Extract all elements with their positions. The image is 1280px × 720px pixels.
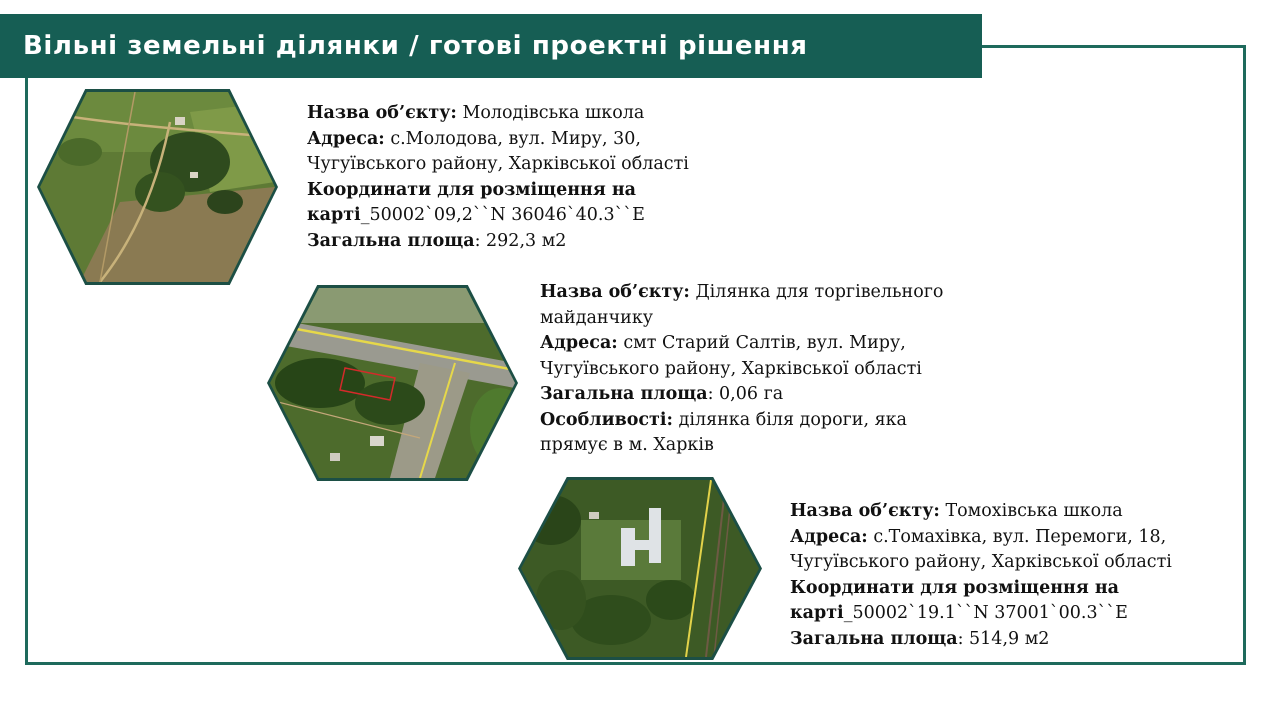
address-value: смт Старий Салтів, вул. Миру, <box>617 333 906 353</box>
features-line-2: прямує в м. Харків <box>540 435 714 455</box>
object-name-line <box>307 101 689 127</box>
address-line <box>307 127 689 153</box>
title-bar <box>0 14 982 78</box>
address-line-2: Чугуївського району, Харківської області <box>307 154 689 174</box>
address-line <box>540 331 943 357</box>
features-line <box>540 408 943 434</box>
coords-value: _50002`19.1``N 37001`00.3``E <box>843 603 1128 623</box>
area-value: : 0,06 га <box>707 384 784 404</box>
area-label: Загальна площа <box>540 384 708 404</box>
satellite-map-icon <box>40 92 275 282</box>
address-label: Адреса: <box>540 333 618 353</box>
satellite-image-stary-saltiv <box>267 285 518 481</box>
object-info-tomakhivka <box>790 499 1172 652</box>
name-label: Назва об’єкту: <box>790 501 940 521</box>
coords-line <box>307 203 689 229</box>
coords-label: Координати для розміщення на <box>790 577 1120 598</box>
name-value: Томохівська школа <box>939 501 1123 521</box>
coords-label-2: карті <box>307 205 361 225</box>
area-label: Загальна площа <box>307 230 475 251</box>
area-value: : 514,9 м2 <box>957 628 1050 649</box>
coords-value: _50002`09,2``N 36046`40.3``E <box>360 205 645 225</box>
area-line <box>307 229 689 255</box>
name-label: Назва об’єкту: <box>540 282 690 302</box>
address-label: Адреса: <box>790 526 868 547</box>
satellite-image-molodova <box>37 89 278 285</box>
address-value: с.Томахівка, вул. Перемоги, 18, <box>867 526 1167 547</box>
object-info-molodova <box>307 101 689 254</box>
object-name-line <box>790 499 1172 525</box>
address-value: с.Молодова, вул. Миру, 30, <box>384 128 641 149</box>
coords-label: Координати для розміщення на <box>307 179 637 200</box>
satellite-map-icon <box>521 480 759 657</box>
area-label: Загальна площа <box>790 628 958 649</box>
satellite-map-icon <box>270 288 515 478</box>
coords-line <box>790 601 1172 627</box>
name-value: Ділянка для торгівельного <box>689 282 944 302</box>
address-line <box>790 525 1172 551</box>
object-info-stary-saltiv <box>540 280 943 459</box>
address-line-2: Чугуївського району, Харківської області <box>790 552 1172 572</box>
satellite-image-tomakhivka <box>518 477 762 660</box>
object-name-line <box>540 280 943 306</box>
area-value: : 292,3 м2 <box>474 230 567 251</box>
name-label: Назва об’єкту: <box>307 103 457 123</box>
features-label: Особливості: <box>540 409 674 430</box>
area-line <box>790 627 1172 653</box>
address-line-2: Чугуївського району, Харківської області <box>540 358 922 379</box>
features-value: ділянка біля дороги, яка <box>673 409 907 430</box>
address-label: Адреса: <box>307 128 385 149</box>
name-value: Молодівська школа <box>456 103 645 123</box>
name-line-2: майданчику <box>540 307 654 328</box>
area-line <box>540 382 943 408</box>
coords-label-2: карті <box>790 603 844 623</box>
slide-title: Вільні земельні ділянки / готові проектні рішення <box>23 31 808 61</box>
